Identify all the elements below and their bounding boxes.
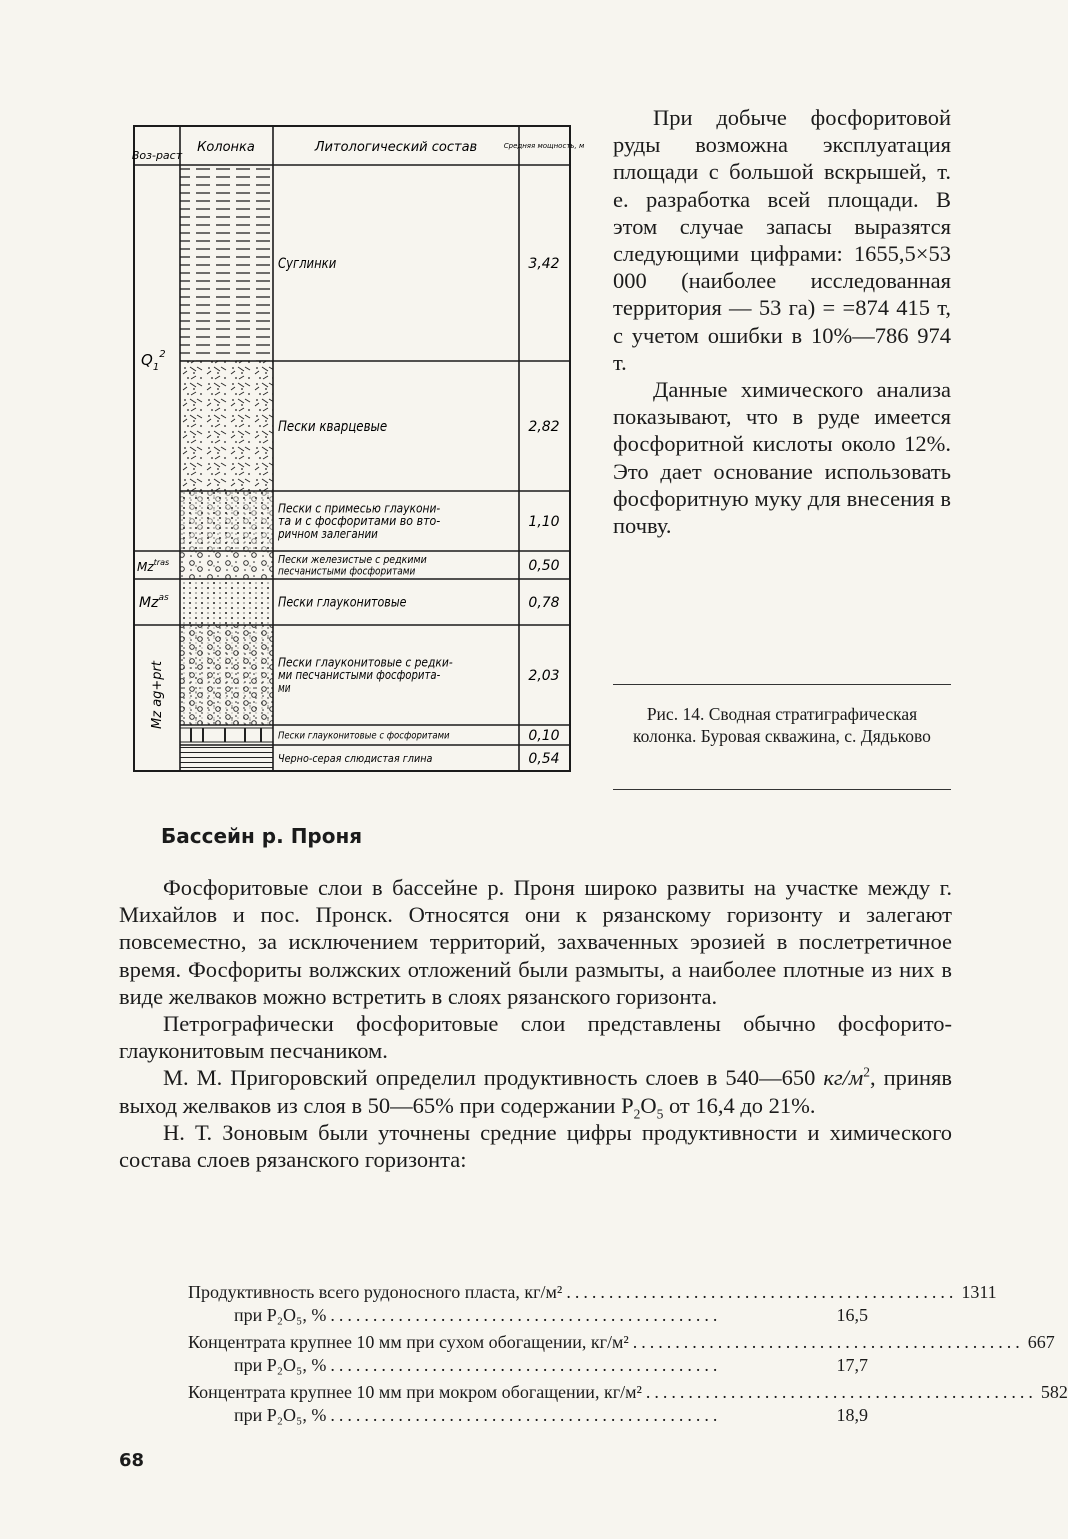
layer-pattern-phosphorite: [180, 491, 273, 551]
age-mz-as: $Mz^{as}$: [139, 593, 169, 611]
data-line-2: при P₂O₅, % .............................................. 16,5: [234, 1305, 868, 1325]
thickness-value: 3,42: [528, 256, 560, 272]
lithology-label: Пески глауконитовые: [278, 595, 407, 611]
body-paragraph-1: Фосфоритовые слои в бассейне р. Проня широко развиты на участке между г. Михайлов и пос. Пронск. Относятся они к рязанскому горизонту и залегают повсеместно, за исключением территорий, захваченных эрозией в послетретичное время. Фосфориты волжских отложений были размыты, а наиболее плотные из них в виде желваков можно встретить в слоях рязанского горизонта.: [119, 875, 952, 1009]
layer-pattern-loam: [180, 165, 273, 361]
thickness-value: 2,03: [528, 668, 560, 684]
lithology-label: Пески железистые с редкими: [278, 553, 427, 567]
data-line-6: при P₂O₅, % .............................................. 18,9: [234, 1405, 868, 1425]
age-q: $Q_1^2$: [141, 349, 166, 373]
data-line-5: Концентрата крупнее 10 мм при мокром обогащении, кг/м² .............................................. 582: [188, 1382, 1068, 1402]
header-column: Колонка: [197, 140, 255, 155]
right-paragraph-2: Данные химического анализа показывают, что в руде имеется фосфоритной кислоты около 12%. Это дает основание использовать фосфоритную муку для внесения в почву.: [613, 377, 951, 539]
body-paragraph-3: М. М. Пригоровский определил продуктивность слоев в 540—650 $кг/м^2$, приняв выход желваков из слоя в 50—65% при содержании $P_2O_5$ от 16,4 до 21%.: [119, 1064, 952, 1122]
layer-pattern-glauconite-sand: [180, 625, 273, 725]
header-age: Воз-раст: [131, 149, 183, 162]
lithology-label: Пески кварцевые: [278, 418, 388, 435]
right-text-block: [613, 104, 951, 539]
lithology-label: ми песчанистыми фосфорита-: [278, 668, 441, 683]
lithology-label: Пески глауконитовые с редки-: [278, 655, 453, 670]
lithology-label: Черно-серая слюдистая глина: [278, 751, 433, 765]
thickness-value: 1,10: [528, 514, 560, 530]
header-thickness: Средняя мощность, м: [503, 142, 585, 150]
figure-caption: Рис. 14. Сводная стратиграфическая колонка. Буровая скважина, с. Дядьково: [633, 704, 931, 746]
body-text: [119, 874, 952, 1173]
lithology-labels: [277, 256, 453, 765]
caption-rule-top: [613, 684, 951, 685]
thickness-value: 2,82: [528, 419, 560, 435]
layer-pattern-clay: [180, 745, 273, 771]
lithology-label: та и с фосфоритами во вто-: [278, 514, 441, 529]
data-line-3: Концентрата крупнее 10 мм при сухом обогащении, кг/м² .............................................. 667: [188, 1332, 1055, 1352]
layer-pattern-phosphorite-band: [180, 725, 273, 745]
age-mz-ag-prt: Mz ag+prt: [150, 661, 165, 729]
layer-pattern-quartz-sand: [180, 361, 273, 491]
body-paragraph-2: Петрографически фосфоритовые слои представлены обычно фосфорито-глауконитовым песчаником.: [119, 1011, 952, 1064]
thickness-value: 0,10: [528, 728, 560, 744]
caption-rule-bottom: [613, 789, 951, 790]
column-headers: [132, 140, 585, 162]
lithology-label: ми: [278, 680, 291, 695]
lithology-label: Пески глауконитовые с фосфоритами: [278, 730, 451, 742]
thickness-values: [528, 256, 559, 767]
lithology-label: песчанистыми фосфоритами: [278, 564, 416, 578]
age-labels: [137, 349, 169, 729]
body-paragraph-4: Н. Т. Зоновым были уточнены средние цифры продуктивности и химического состава слоев рязанского горизонта:: [119, 1119, 952, 1173]
stratigraphic-column: [131, 125, 585, 775]
right-paragraph-1: При добыче фосфоритовой руды возможна эксплуатация площади с большой вскрышей, т. е. разработка всей площади. В этом случае запасы выразятся следующими цифрами: 1655,5×53 000 (наиболее исследованная территория — 53 га) = =874 415 т, с учетом ошибки в 10%—786 974 т.: [613, 105, 951, 375]
section-heading: Бассейн р. Проня: [161, 824, 363, 848]
thickness-value: 0,54: [528, 751, 560, 767]
lithology-label: ричном залегании: [277, 526, 379, 541]
age-mz-tr: $Mz^{tras}$: [137, 558, 170, 574]
thickness-value: 0,78: [528, 595, 560, 611]
data-line-1: Продуктивность всего рудоносного пласта, кг/м² .............................................. 1311: [188, 1282, 997, 1302]
layer-pattern-ferruginous-sand: [180, 551, 273, 579]
layer-pattern-glauconite-sand: [180, 579, 273, 625]
lithology-label: Пески с примесью глаукони-: [278, 501, 441, 516]
data-line-4: при P₂O₅, % .............................................. 17,7: [234, 1355, 868, 1375]
page-number: 68: [119, 1450, 145, 1471]
lithology-label: Суглинки: [278, 255, 337, 272]
header-lithology: Литологический состав: [314, 140, 478, 155]
thickness-value: 0,50: [528, 558, 560, 574]
